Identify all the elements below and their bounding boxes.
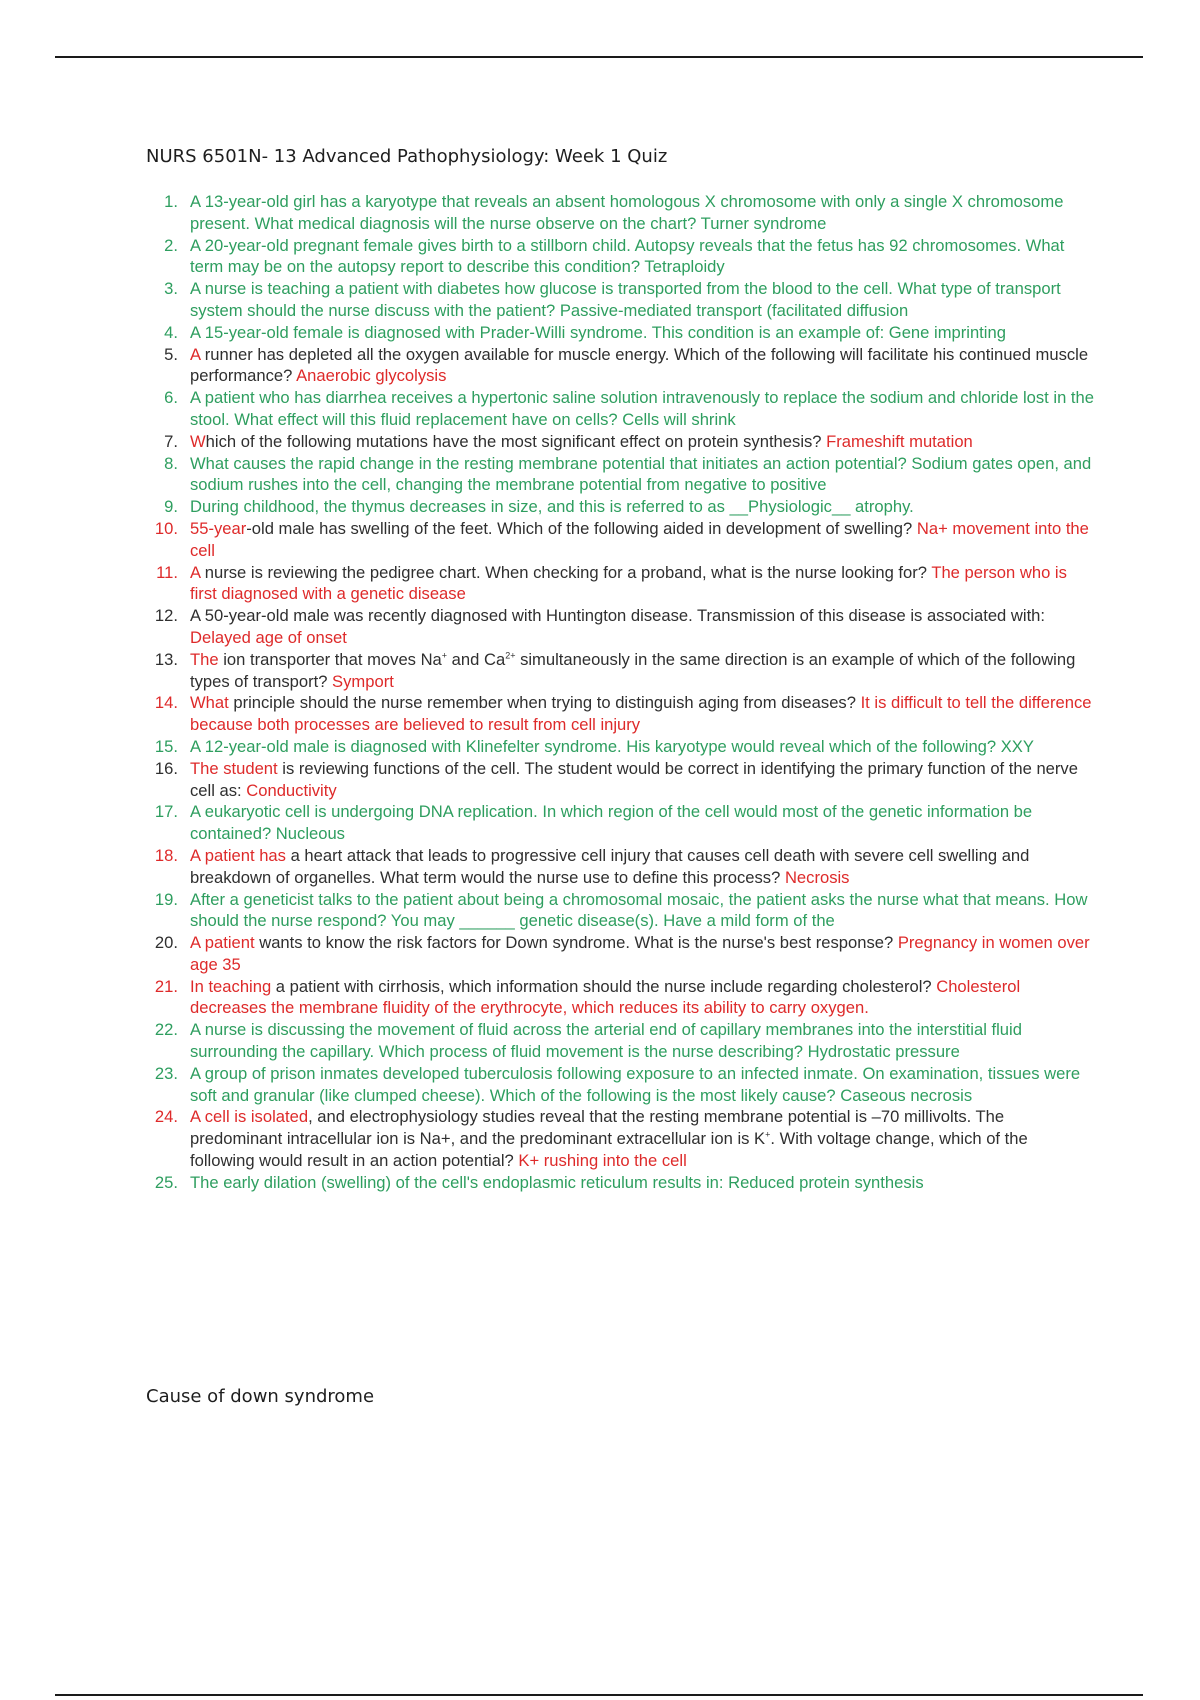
question-text-segment: Symport <box>332 671 394 691</box>
question-number: 7. <box>164 431 178 451</box>
question-number: 22. <box>154 1020 178 1040</box>
question-text-segment: Delayed age of onset <box>190 627 347 647</box>
question-text-segment: A 50-year-old male was recently diagnosed with Huntington disease. Transmission of this disease is associated with: <box>190 606 1046 626</box>
question-number: 17. <box>154 802 178 822</box>
superscript-charge: 2+ <box>505 650 516 661</box>
question-text-segment: It is difficult to tell the difference because both processes are believed to result from cell injury <box>190 693 1092 735</box>
question-number: 8. <box>164 453 178 473</box>
quiz-question <box>146 344 1096 388</box>
question-number: 20. <box>154 933 178 953</box>
question-text-segment: A 13-year-old girl has a karyotype that reveals an absent homologous X chromosome with only a single X chromosome present. What medical diagnosis will the nurse observe on the chart? Turner syndrome <box>190 192 1064 233</box>
question-number: 12. <box>154 606 178 626</box>
question-text-segment: nurse is reviewing the pedigree chart. When checking for a proband, what is the nurse looking for? <box>200 562 932 582</box>
question-number: 13. <box>154 649 178 669</box>
quiz-question <box>146 278 1096 322</box>
question-text-segment: A cell is isolated <box>190 1107 309 1127</box>
question-text-segment: a heart attack that leads to progressive cell injury that causes cell death with severe cell swelling and breakdown of organelles. What term would the nurse use to define this process? <box>190 845 1030 887</box>
question-text-segment: ion transporter that moves Na <box>218 649 442 669</box>
quiz-question <box>146 758 1096 802</box>
quiz-question <box>146 976 1096 1020</box>
question-text-segment: simultaneously in the same direction is an example of which of the following types of transport? <box>190 649 1076 691</box>
question-number: 25. <box>154 1172 178 1192</box>
question-text-segment: Frameshift mutation <box>826 431 973 451</box>
question-text-segment: Na+ movement into the cell <box>190 518 1089 560</box>
question-number: 4. <box>164 322 178 342</box>
question-text-segment: a patient with cirrhosis, which information should the nurse include regarding cholesterol? <box>271 976 937 996</box>
quiz-question <box>146 496 1096 518</box>
question-text-segment: During childhood, the thymus decreases in size, and this is referred to as __Physiologic__ atrophy. <box>190 497 914 517</box>
question-number: 18. <box>154 845 178 865</box>
question-text-segment: A 20-year-old pregnant female gives birth to a stillborn child. Autopsy reveals that the fetus has 92 chromosomes. What term may be on the autopsy report to describe this condition? Tetraploidy <box>190 235 1065 277</box>
question-number: 14. <box>154 693 178 713</box>
question-text-segment: The <box>190 649 219 669</box>
question-number: 19. <box>154 889 178 909</box>
header-rule <box>55 56 1143 58</box>
quiz-question <box>146 649 1096 693</box>
question-text-segment: A eukaryotic cell is undergoing DNA replication. In which region of the cell would most of the genetic information be contained? Nucleous <box>190 802 1033 844</box>
quiz-question <box>146 431 1096 453</box>
quiz-question <box>146 692 1096 736</box>
question-text-segment: K+ rushing into the cell <box>518 1151 687 1171</box>
footer-rule <box>55 1694 1143 1696</box>
quiz-question <box>146 562 1096 606</box>
question-number: 6. <box>164 388 178 408</box>
quiz-question <box>146 235 1096 279</box>
question-text-segment: A 15-year-old female is diagnosed with Prader-Willi syndrome. This condition is an example of: Gene imprinting <box>190 322 1006 342</box>
question-text-segment: is reviewing functions of the cell. The student would be correct in identifying the primary function of the nerve cell as: <box>190 758 1078 800</box>
section-heading: Cause of down syndrome <box>146 1386 375 1407</box>
quiz-question <box>146 518 1096 562</box>
quiz-question <box>146 1019 1096 1063</box>
quiz-question <box>146 801 1096 845</box>
quiz-question <box>146 1106 1096 1171</box>
question-text-segment: A <box>190 562 201 582</box>
question-text-segment: The student <box>190 758 278 778</box>
question-text-segment: Anaerobic glycolysis <box>296 366 447 386</box>
question-text-segment: . With voltage change, which of the following would result in an action potential? <box>190 1129 1028 1171</box>
question-text-segment: A group of prison inmates developed tuberculosis following exposure to an infected inmate. On examination, tissues were soft and granular (like clumped cheese). Which of the following is the most likely cause? Caseous necrosis <box>190 1063 1081 1105</box>
question-text-segment: Necrosis <box>784 867 850 887</box>
quiz-question <box>146 845 1096 889</box>
question-text-segment: wants to know the risk factors for Down syndrome. What is the nurse's best response? <box>254 933 898 953</box>
question-number: 1. <box>164 192 178 211</box>
question-number: 2. <box>164 235 178 255</box>
question-text-segment: 55-year <box>190 518 247 538</box>
question-text-segment: A patient <box>190 933 255 953</box>
question-text-segment: Conductivity <box>246 780 337 800</box>
superscript-charge: + <box>441 650 448 661</box>
question-text-segment: A 12-year-old male is diagnosed with Klinefelter syndrome. His karyotype would reveal which of the following? XXY <box>190 736 1034 756</box>
question-text-segment: A nurse is teaching a patient with diabetes how glucose is transported from the blood to the cell. What type of transport system should the nurse discuss with the patient? Passive-mediated transport (facilitated diffusion <box>190 279 1061 320</box>
question-text-segment: A patient who has diarrhea receives a hypertonic saline solution intravenously to replace the sodium and chloride lost in the stool. What effect will this fluid replacement have on cells? Cells will shrink <box>190 388 1094 429</box>
question-text-segment: Cholesterol decreases the membrane fluidity of the erythrocyte, which reduces its ability to carry oxygen. <box>190 976 1021 1018</box>
question-text-segment: What causes the rapid change in the resting membrane potential that initiates an action potential? Sodium gates open, and sodium rushes into the cell, changing the membrane potential from negative to positive <box>190 453 1092 495</box>
question-text-segment: hich of the following mutations have the most significant effect on protein synthesis? <box>205 431 827 451</box>
quiz-question <box>146 736 1096 758</box>
question-text-segment: , and electrophysiology studies reveal that the resting membrane potential is –70 millivolts. The predominant intracellular ion is Na+, and the predominant extracellular ion is K <box>190 1107 1005 1149</box>
document-title: NURS 6501N- 13 Advanced Pathophysiology: Week 1 Quiz <box>146 146 668 167</box>
question-text-segment: The early dilation (swelling) of the cell's endoplasmic reticulum results in: Reduced protein synthesis <box>190 1172 924 1192</box>
question-text-segment: A <box>190 344 201 364</box>
question-number: 15. <box>154 736 178 756</box>
quiz-question <box>146 932 1096 976</box>
question-text-segment: What <box>190 693 229 713</box>
quiz-question <box>146 387 1096 431</box>
question-text-segment: A patient has <box>190 845 286 865</box>
question-text-segment: runner has depleted all the oxygen available for muscle energy. Which of the following will facilitate his continued muscle performance? <box>190 344 1089 386</box>
question-number: 11. <box>156 562 178 582</box>
superscript-charge: + <box>765 1129 771 1140</box>
question-number: 10. <box>154 518 178 538</box>
quiz-question-list <box>146 191 1096 1194</box>
question-number: 5. <box>164 344 178 364</box>
question-text-segment: principle should the nurse remember when trying to distinguish aging from diseases? <box>228 693 861 713</box>
quiz-question <box>146 605 1096 649</box>
question-text-segment: The person who is first diagnosed with a genetic disease <box>190 562 1067 604</box>
question-number: 16. <box>154 758 178 778</box>
question-number: 21. <box>154 976 178 996</box>
question-text-segment: A nurse is discussing the movement of fluid across the arterial end of capillary membranes into the interstitial fluid surrounding the capillary. Which process of fluid movement is the nurse describing? Hydrostatic pressure <box>190 1020 1022 1062</box>
quiz-question <box>146 191 1096 235</box>
question-text-segment: W <box>190 431 206 451</box>
question-text-segment: After a geneticist talks to the patient about being a chromosomal mosaic, the patient asks the nurse what that means. How should the nurse respond? You may ______ genetic disease(s). Have a mild form of the <box>190 889 1088 931</box>
quiz-question <box>146 1172 1096 1194</box>
question-text-segment: Pregnancy in women over age 35 <box>190 933 1090 974</box>
question-text-segment: -old male has swelling of the feet. Which of the following aided in development of swelling? <box>246 518 917 538</box>
question-number: 23. <box>154 1063 178 1083</box>
quiz-question <box>146 1063 1096 1107</box>
question-number: 9. <box>164 497 178 517</box>
question-text-segment: and Ca <box>447 649 506 669</box>
quiz-question <box>146 889 1096 933</box>
quiz-question <box>146 453 1096 497</box>
question-number: 24. <box>154 1107 178 1127</box>
quiz-question <box>146 322 1096 344</box>
question-number: 3. <box>164 279 178 299</box>
question-text-segment: In teaching <box>190 976 272 996</box>
